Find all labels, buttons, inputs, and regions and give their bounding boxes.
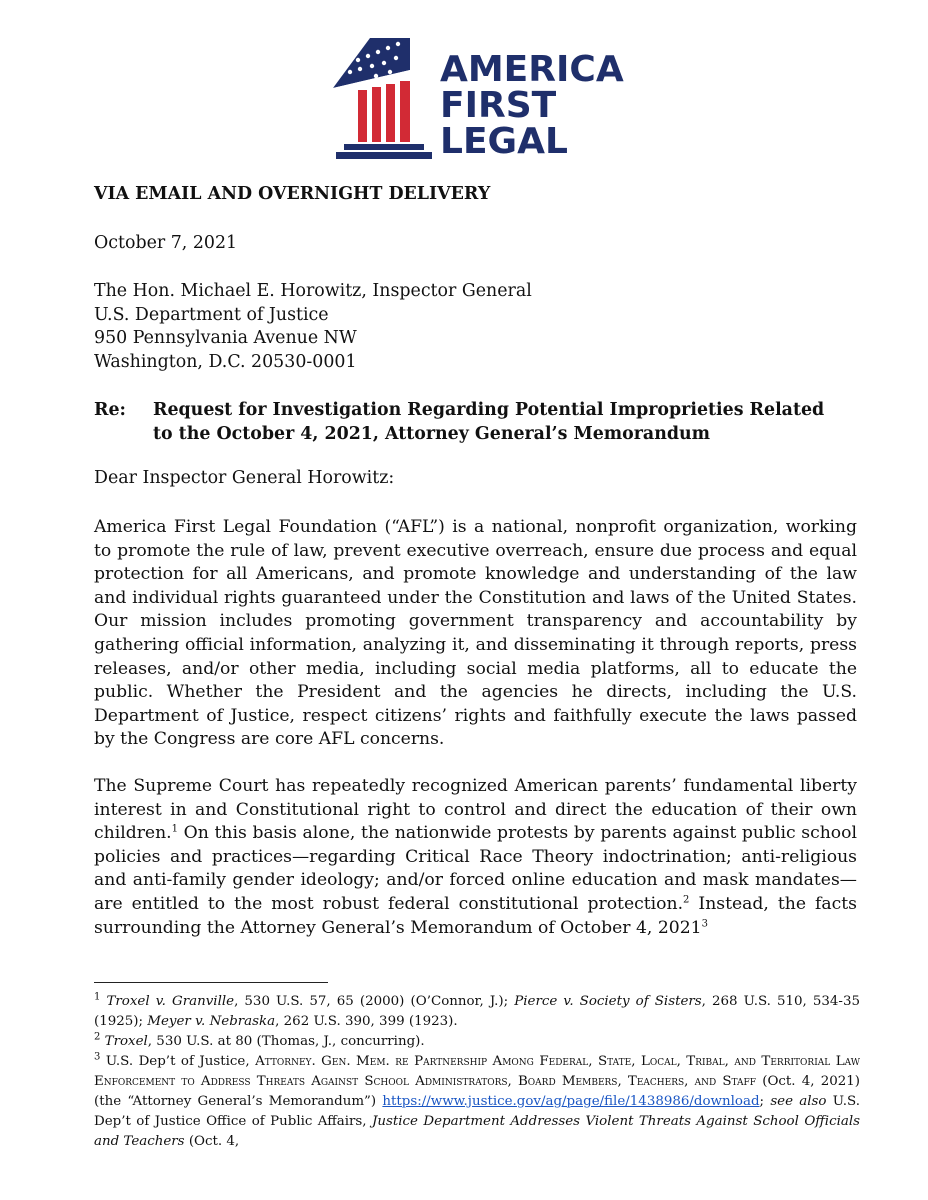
re-subject-line: Request for Investigation Regarding Potential Improprieties Related [153,400,825,420]
citation: , 530 U.S. at 80 (Thomas, J., concurring). [147,1034,425,1049]
recipient-line: U.S. Department of Justice [94,304,329,325]
citation: U.S. Dep’t of Justice, [105,1054,256,1069]
logo-line-first: FIRST [440,85,557,126]
re-label: Re: [94,400,126,420]
footnote-ref-2[interactable]: 2 [683,894,690,906]
see-also-signal: see also [770,1094,827,1109]
body-paragraph-1: America First Legal Foundation (“AFL”) is a national, nonprofit organization, working to promote the rule of law, prevent executive overreach, ensure due process and equal protection for all Americans, and promote knowledge and understanding of the law and individual rights guaranteed under the Constitution and laws of the United States. Our mission includes promoting government transparency and accountability by gathering official information, analyzing it, and disseminating it through reports, press releases, and/or other media, including social media platforms, all to educate the public. Whether the President and the agencies he directs, including the U.S. Department of Justice, respect citizens’ rights and faithfully execute the laws passed by the Congress are core AFL concerns. [94,517,857,750]
citation: ; [759,1094,771,1109]
recipient-address [94,280,532,374]
case-name: Troxel [104,1034,148,1049]
recipient-line: The Hon. Michael E. Horowitz, Inspector General [94,281,532,301]
paragraph-text: On this basis alone, the nationwide protests by parents against public school policies and practices—regarding Critical Race Theory indoctrination; anti-religious and anti-family gender ideology; and/or forced online education and mask mandates—are entitled to the most robust federal constitutional protection. [94,823,857,914]
logo-line-legal: LEGAL [440,121,568,162]
logo-emblem [333,38,432,159]
footnote-ref-1[interactable]: 1 [171,823,178,835]
recipient-line: Washington, D.C. 20530-0001 [94,351,357,372]
logo-line-america: AMERICA [440,49,624,90]
citation: (Oct. 4, [184,1134,240,1149]
body-paragraph-2 [94,775,857,940]
citation: , 268 U.S. 510, 534-35 (1925); [94,994,860,1029]
delivery-method: VIA EMAIL AND OVERNIGHT DELIVERY [94,184,491,204]
letter-date: October 7, 2021 [94,233,238,253]
footnote-1 [94,992,860,1032]
case-name: Meyer v. Nebraska [147,1014,276,1029]
memo-title: Attorney. Gen. Mem. re Partnership Among Federal, State, Local, Tribal, and Territorial Law Enforcement to Address Threats Against School Administrators, Board Members, Teachers, and Staff [94,1054,860,1089]
paragraph-text: Instead, the facts surrounding the Attorney General’s Memorandum of October 4, 2021 [94,893,857,938]
press-release-title: Justice Department Addresses Violent Threats Against School Officials and Teachers [94,1114,860,1149]
re-subject-line: to the October 4, 2021, Attorney General’s Memorandum [153,424,711,444]
recipient-line: 950 Pennsylvania Avenue NW [94,328,357,349]
footnote-ref-3[interactable]: 3 [701,917,708,929]
footnote-separator [94,982,328,983]
footnote-number: 2 [94,1031,101,1043]
case-name: Pierce v. Society of Sisters [514,994,702,1009]
citation: (Oct. 4, 2021) (the “Attorney General’s Memorandum”) [94,1074,861,1109]
footnote-number: 3 [94,1051,101,1063]
citation: , 530 U.S. 57, 65 (2000) (O’Connor, J.); [234,994,515,1009]
logo-wordmark [440,49,624,162]
case-name: Troxel v. Granville [106,994,235,1009]
memo-download-link[interactable]: https://www.justice.gov/ag/page/file/1438986/download [382,1094,760,1109]
citation: , 262 U.S. 390, 399 (1923). [275,1014,458,1029]
re-subject [153,398,863,446]
citation: U.S. Dep’t of Justice Office of Public Affairs, [94,1094,860,1129]
footnote-2 [94,1032,860,1052]
footnote-3 [94,1052,860,1152]
salutation: Dear Inspector General Horowitz: [94,468,395,488]
paragraph-text: The Supreme Court has repeatedly recognized American parents’ fundamental liberty interest in and Constitutional right to control and direct the education of their own children. [94,776,857,844]
footnote-number: 1 [94,991,101,1003]
